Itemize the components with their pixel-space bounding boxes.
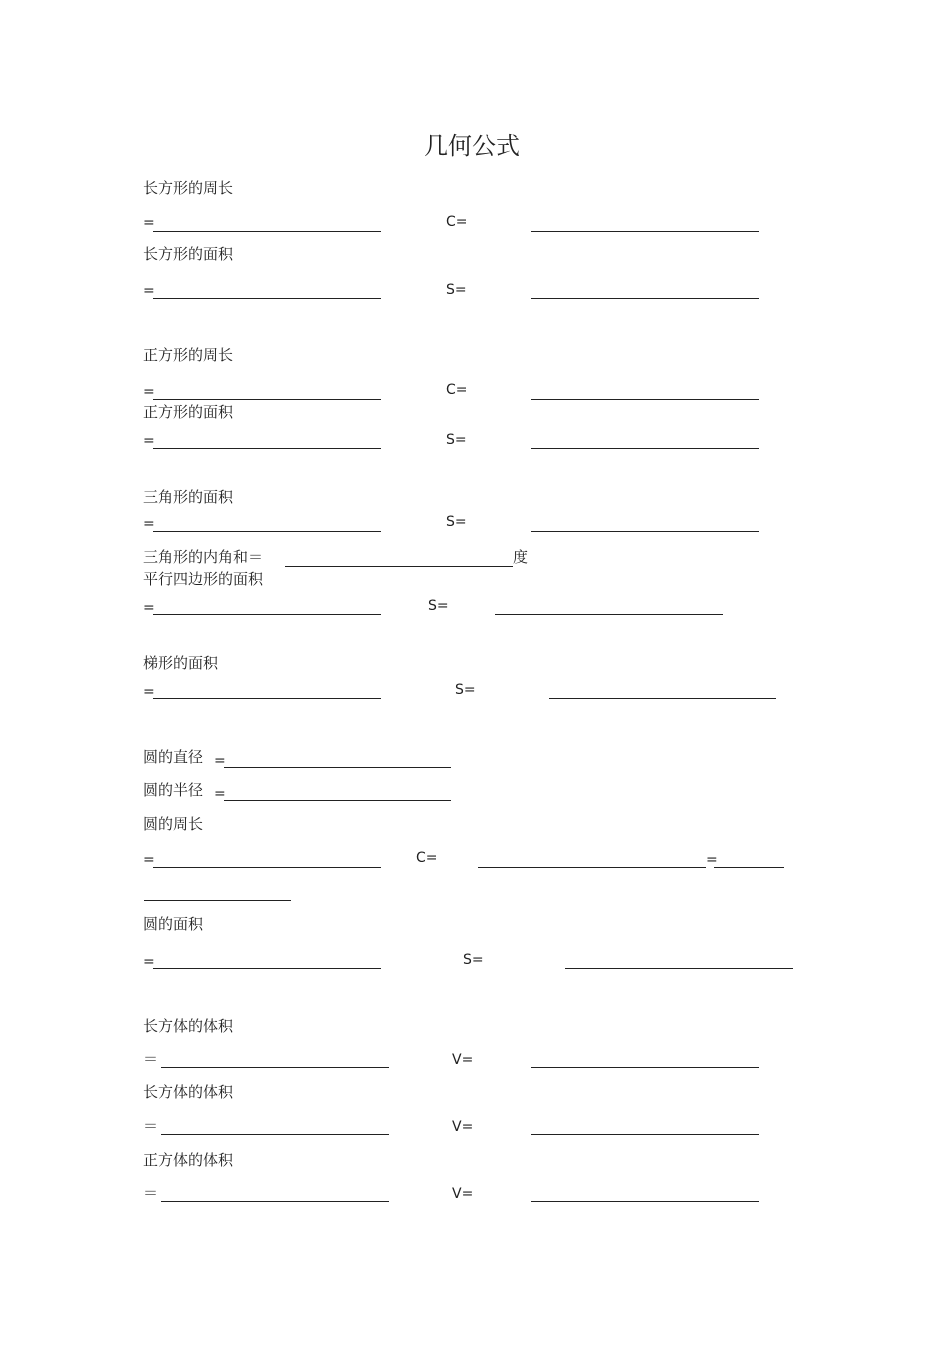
label-triangle-angle-sum: 三角形的内角和＝ <box>143 548 264 566</box>
formula-symbol-v: V= <box>452 1052 474 1068</box>
label-rect-area: 长方形的面积 <box>143 245 234 263</box>
page-title: 几何公式 <box>424 132 520 160</box>
label-cube-volume: 正方体的体积 <box>143 1151 234 1169</box>
answer-blank[interactable] <box>224 800 451 801</box>
answer-blank[interactable] <box>153 531 381 532</box>
answer-blank[interactable] <box>153 698 381 699</box>
answer-blank[interactable] <box>161 1067 389 1068</box>
answer-blank[interactable] <box>153 614 381 615</box>
equals-sign: = <box>214 753 226 769</box>
formula-symbol-s: S= <box>428 598 449 614</box>
formula-symbol-s: S= <box>463 952 484 968</box>
formula-blank[interactable] <box>531 1067 759 1068</box>
answer-blank[interactable] <box>153 231 381 232</box>
formula-symbol-v: V= <box>452 1119 474 1135</box>
answer-blank[interactable] <box>161 1134 389 1135</box>
answer-blank[interactable] <box>153 448 381 449</box>
label-triangle-area: 三角形的面积 <box>143 488 234 506</box>
formula-symbol-s: S= <box>446 514 467 530</box>
answer-blank[interactable] <box>153 399 381 400</box>
equals-sign: ＝ <box>143 1117 159 1135</box>
formula-blank[interactable] <box>495 614 723 615</box>
equals-sign: = <box>143 215 155 231</box>
formula-symbol-c: C= <box>446 382 468 398</box>
answer-blank[interactable] <box>153 298 381 299</box>
formula-blank[interactable] <box>531 231 759 232</box>
equals-sign: = <box>143 516 155 532</box>
equals-sign: = <box>143 684 155 700</box>
formula-blank-continued[interactable] <box>714 867 784 868</box>
equals-sign: = <box>706 852 718 868</box>
label-circle-diameter: 圆的直径 <box>143 748 204 766</box>
formula-symbol-s: S= <box>446 282 467 298</box>
answer-blank[interactable] <box>224 767 451 768</box>
formula-blank[interactable] <box>531 1201 759 1202</box>
equals-sign: = <box>143 852 155 868</box>
formula-symbol-c: C= <box>416 850 438 866</box>
formula-symbol-s: S= <box>446 432 467 448</box>
equals-sign: = <box>143 954 155 970</box>
label-parallelogram-area: 平行四边形的面积 <box>143 570 264 588</box>
label-cuboid-volume: 长方体的体积 <box>143 1083 234 1101</box>
formula-symbol-s: S= <box>455 682 476 698</box>
formula-blank[interactable] <box>531 298 759 299</box>
label-square-perimeter: 正方形的周长 <box>143 346 234 364</box>
label-rect-perimeter: 长方形的周长 <box>143 179 234 197</box>
answer-blank[interactable] <box>161 1201 389 1202</box>
formula-blank[interactable] <box>531 448 759 449</box>
answer-blank[interactable] <box>153 867 381 868</box>
label-circle-circumference: 圆的周长 <box>143 815 204 833</box>
formula-blank[interactable] <box>531 531 759 532</box>
label-square-area: 正方形的面积 <box>143 403 234 421</box>
answer-blank[interactable] <box>285 566 513 567</box>
formula-blank[interactable] <box>565 968 793 969</box>
label-circle-area: 圆的面积 <box>143 915 204 933</box>
formula-blank[interactable] <box>478 867 706 868</box>
label-cuboid-volume: 长方体的体积 <box>143 1017 234 1035</box>
formula-symbol-c: C= <box>446 214 468 230</box>
equals-sign: = <box>143 600 155 616</box>
label-circle-radius: 圆的半径 <box>143 781 204 799</box>
equals-sign: = <box>143 384 155 400</box>
formula-blank[interactable] <box>549 698 776 699</box>
formula-blank-continued[interactable] <box>144 900 291 901</box>
formula-blank[interactable] <box>531 1134 759 1135</box>
equals-sign: = <box>143 283 155 299</box>
equals-sign: = <box>143 433 155 449</box>
label-trapezoid-area: 梯形的面积 <box>143 654 219 672</box>
equals-sign: = <box>214 786 226 802</box>
degree-unit: 度 <box>513 548 529 566</box>
equals-sign: ＝ <box>143 1184 159 1202</box>
answer-blank[interactable] <box>153 968 381 969</box>
formula-blank[interactable] <box>531 399 759 400</box>
formula-symbol-v: V= <box>452 1186 474 1202</box>
equals-sign: ＝ <box>143 1050 159 1068</box>
